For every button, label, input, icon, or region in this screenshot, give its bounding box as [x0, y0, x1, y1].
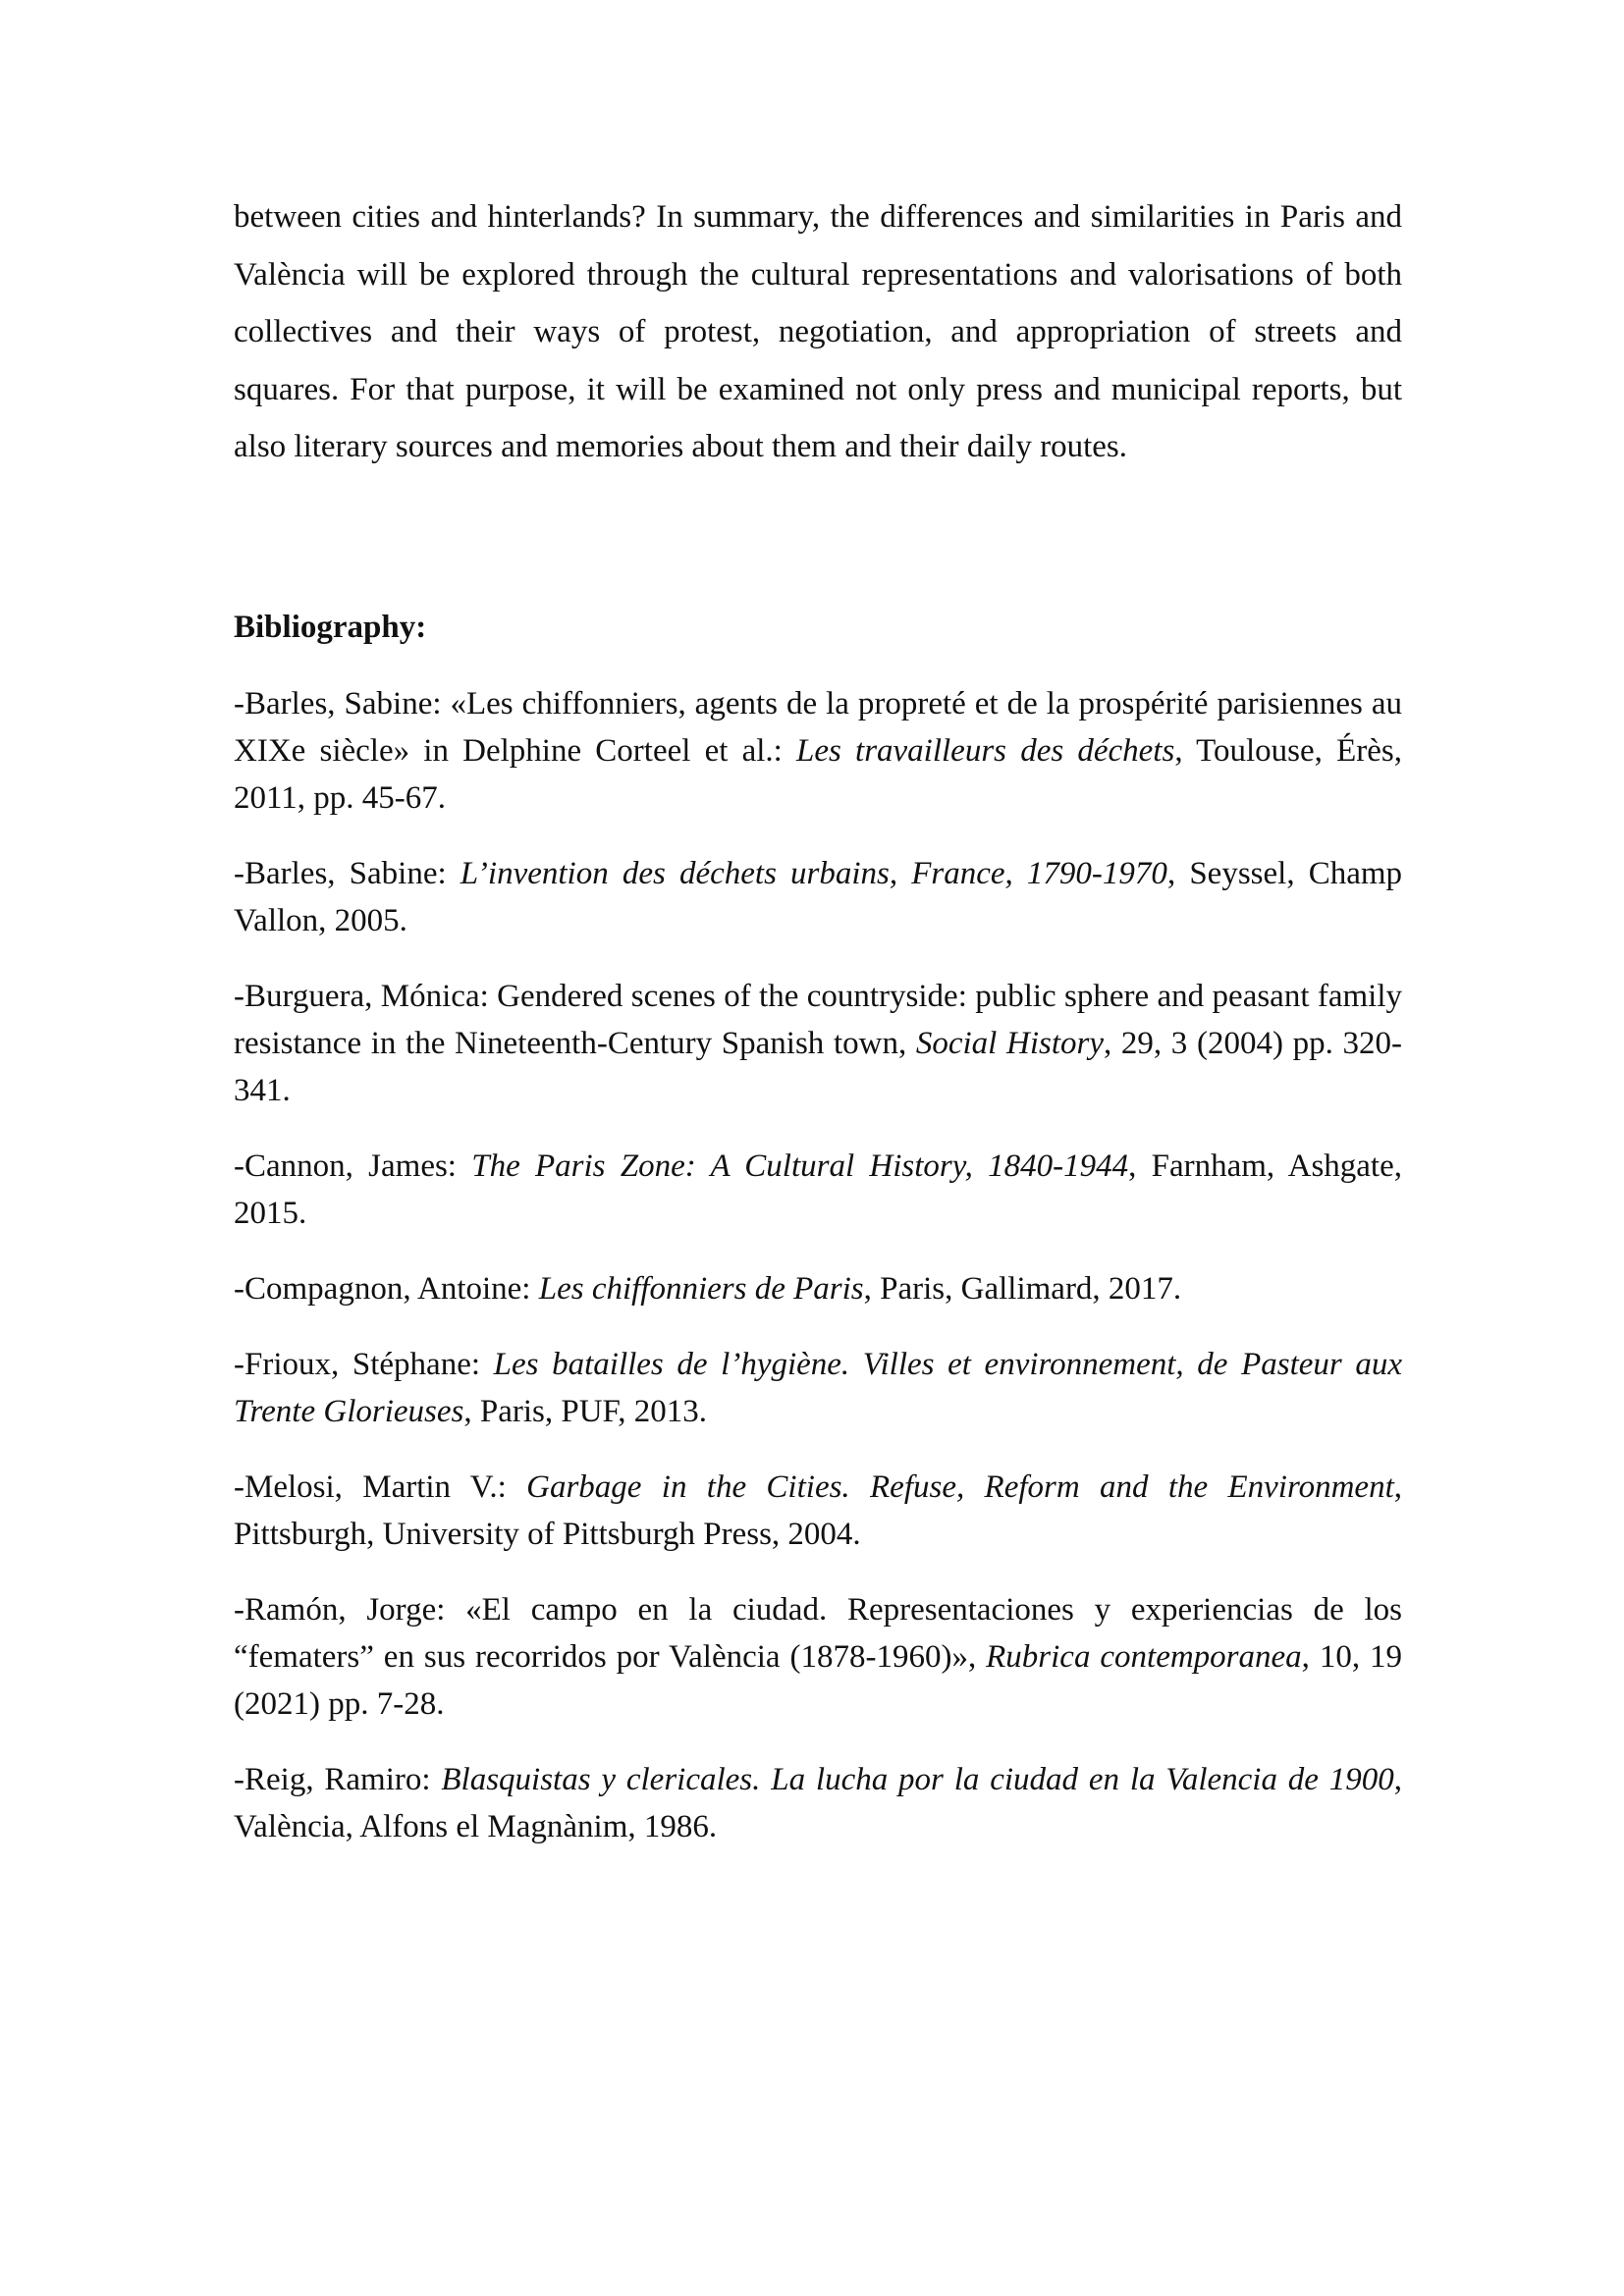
bibliography-list [234, 680, 1402, 1850]
bibliography-heading: Bibliography: [234, 609, 427, 645]
bibliography-entry: -Melosi, Martin V.: Garbage in the Cities. Refuse, Reform and the Environment, Pittsburgh, University of Pittsburgh Press, 2004. [234, 1468, 1402, 1552]
bibliography-entry: -Barles, Sabine: L’invention des déchets urbains, France, 1790-1970, Seyssel, Champ Vallon, 2005. [234, 855, 1403, 938]
work-title: Les travailleurs des déchets [796, 732, 1175, 769]
document-page [234, 188, 1402, 1879]
work-title: Garbage in the Cities. Refuse, Reform and the Environment [526, 1468, 1394, 1505]
work-title: Les batailles de l’hygiène. Villes et environnement, de Pasteur aux Trente Glorieuses [234, 1346, 1403, 1429]
intro-paragraph: between cities and hinterlands? In summary, the differences and similarities in Paris and València will be explored through the cultural representations and valorisations of both collectives and their ways of protest, negotiation, and appropriation of streets and squares. For that purpose, it will be examined not only press and municipal reports, but also literary sources and memories about them and their daily routes. [234, 199, 1402, 464]
bibliography-entry: -Compagnon, Antoine: Les chiffonniers de Paris, Paris, Gallimard, 2017. [234, 1270, 1182, 1307]
bibliography-entry: -Cannon, James: The Paris Zone: A Cultural History, 1840-1944, Farnham, Ashgate, 2015. [234, 1148, 1402, 1231]
bibliography-entry: -Burguera, Mónica: Gendered scenes of the countryside: public sphere and peasant family resistance in the Nineteenth-Century Spanish town, Social History, 29, 3 (2004) pp. 320-341. [234, 978, 1402, 1108]
bibliography-entry: -Frioux, Stéphane: Les batailles de l’hygiène. Villes et environnement, de Pasteur aux Trente Glorieuses, Paris, PUF, 2013. [234, 1346, 1403, 1429]
work-title: The Paris Zone: A Cultural History, 1840-1944 [471, 1148, 1129, 1184]
work-title: Rubrica contemporanea [986, 1638, 1302, 1675]
work-title: L’invention des déchets urbains, France, 1790-1970 [460, 855, 1167, 891]
work-title: Blasquistas y clericales. La lucha por la ciudad en la Valencia de 1900 [441, 1761, 1394, 1797]
bibliography-entry: -Reig, Ramiro: Blasquistas y clericales. La lucha por la ciudad en la Valencia de 1900, València, Alfons el Magnànim, 1986. [234, 1761, 1403, 1844]
bibliography-entry: -Ramón, Jorge: «El campo en la ciudad. Representaciones y experiencias de los “fematers” en sus recorridos por València (1878-1960)», Rubrica contemporanea, 10, 19 (2021) pp. 7-28. [234, 1591, 1403, 1722]
work-title: Les chiffonniers de Paris [538, 1270, 864, 1307]
work-title: Social History [915, 1025, 1104, 1061]
bibliography-entry: -Barles, Sabine: «Les chiffonniers, agents de la propreté et de la prospérité parisiennes au XIXe siècle» in Delphine Corteel et al.: Les travailleurs des déchets, Toulouse, Érès, 2011, pp. 45-67. [234, 685, 1402, 816]
